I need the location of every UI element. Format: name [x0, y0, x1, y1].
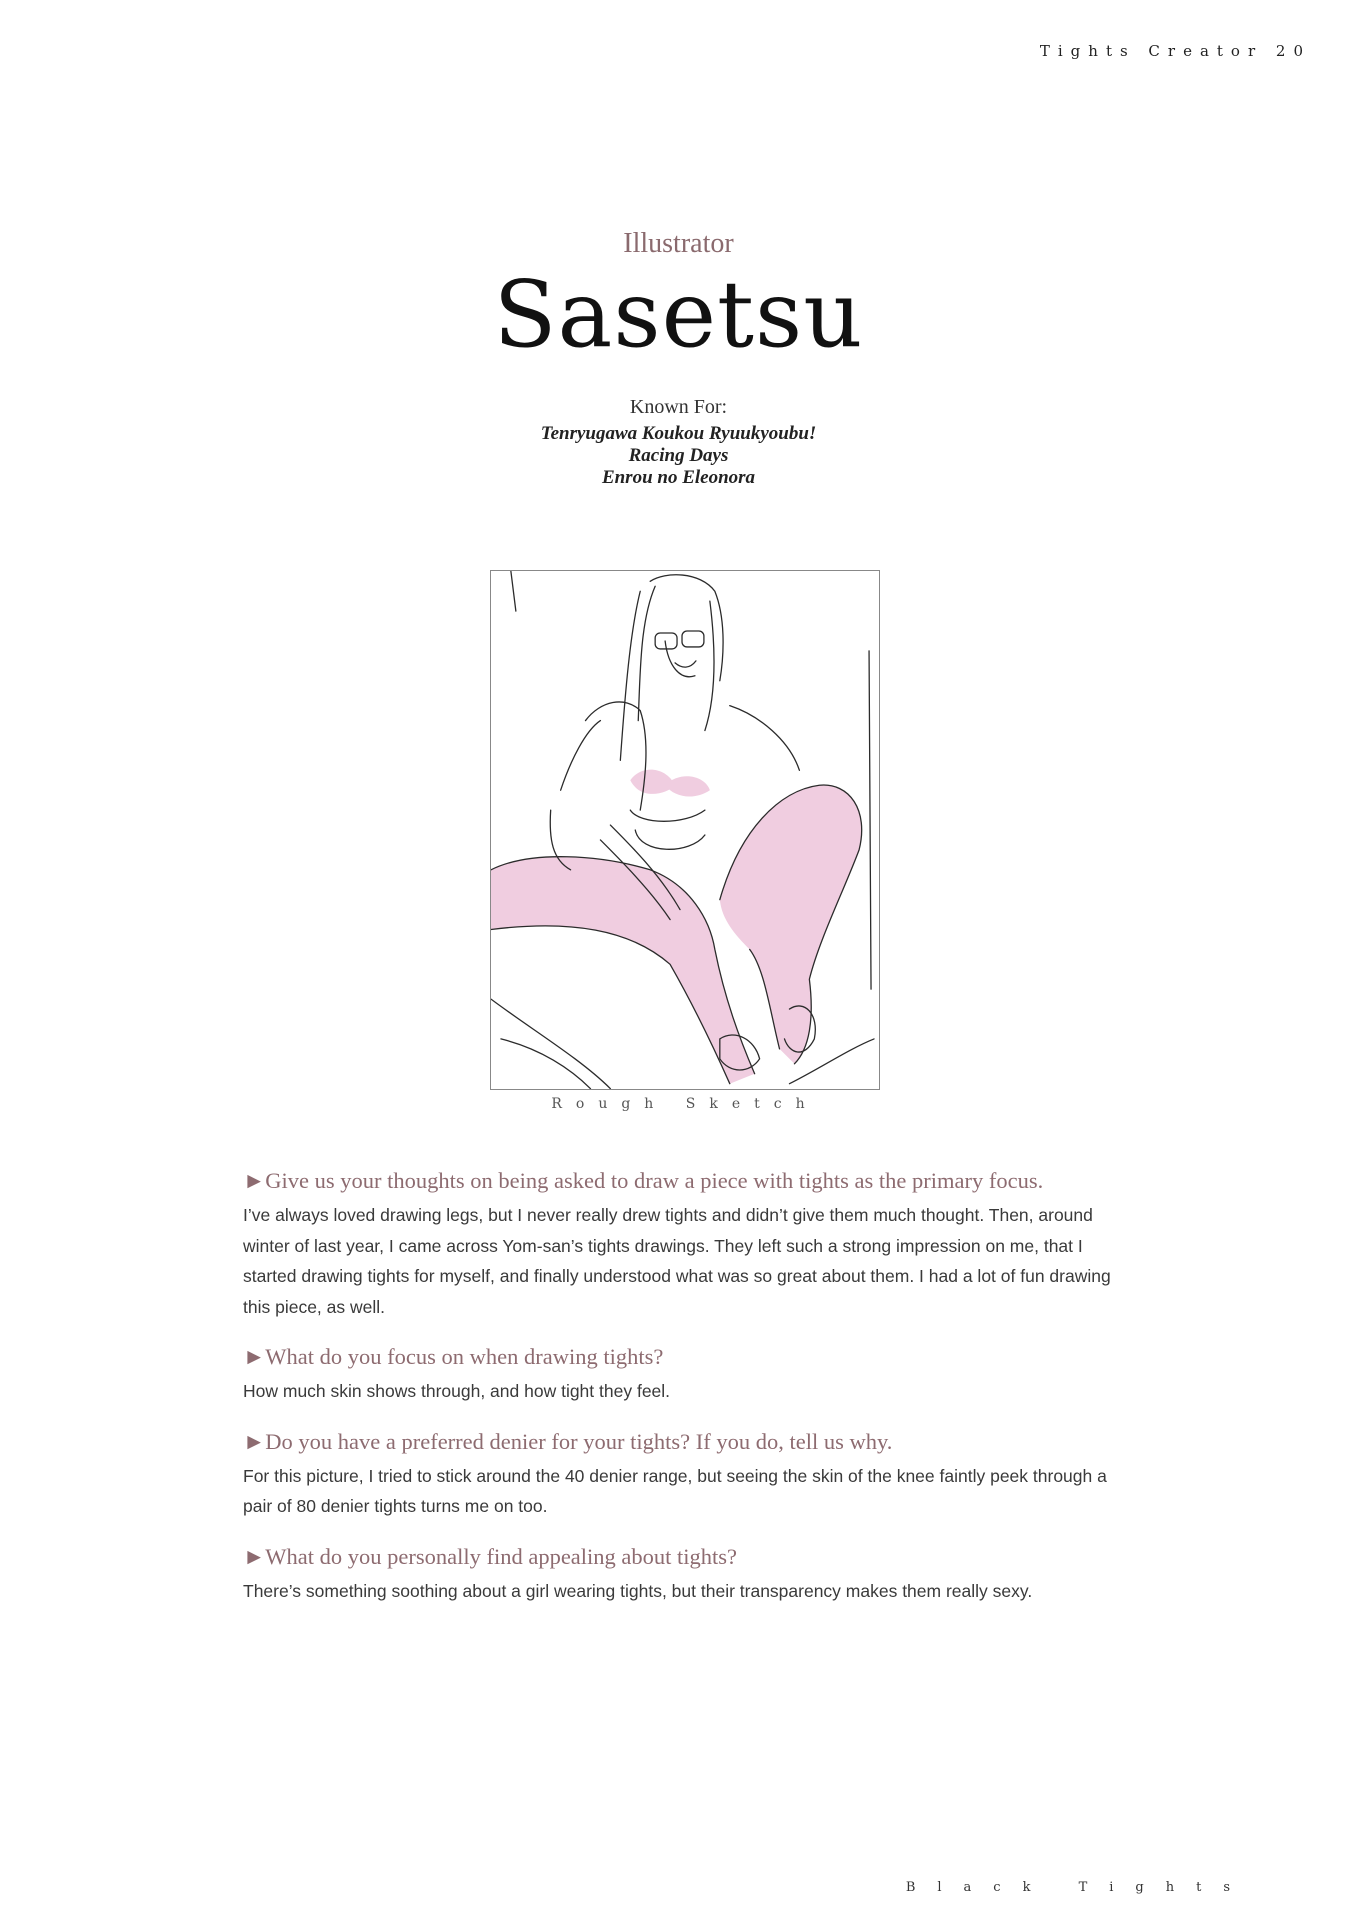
- question-3: ►Do you have a preferred denier for your tights? If you do, tell us why.: [243, 1428, 893, 1454]
- work-title: Racing Days: [628, 445, 729, 466]
- question-4: ►What do you personally find appealing about tights?: [243, 1543, 738, 1569]
- sketch-caption: Rough Sketch: [551, 1096, 819, 1112]
- answer-2: How much skin shows through, and how tight they feel.: [243, 1381, 671, 1401]
- artist-name: Sasetsu: [493, 261, 864, 368]
- known-for-label: Known For:: [629, 396, 728, 418]
- role-label: Illustrator: [623, 228, 734, 259]
- header-block: [0, 228, 1357, 489]
- question-2: ►What do you focus on when drawing tights?: [243, 1344, 664, 1369]
- answer-1: I’ve always loved drawing legs, but I never really drew tights and didn’t give them much thought. Then, around winter of last year, I came across Yom-san’s tights drawings. They left such a strong impression on me, that I started drawing tights for myself, and finally understood what was so great about them. I had a lot of fun drawing this piece, as well.: [243, 1205, 1111, 1317]
- answer-4: There’s something soothing about a girl wearing tights, but their transparency makes them really sexy.: [243, 1580, 1033, 1601]
- rough-sketch-illustration: [490, 570, 880, 1090]
- question-1: ►Give us your thoughts on being asked to draw a piece with tights as the primary focus.: [243, 1168, 1044, 1193]
- works-list: [0, 423, 1357, 489]
- running-head: Tights Creator 20: [1039, 42, 1311, 60]
- running-foot: Black Tights: [905, 1880, 1252, 1895]
- interview-section: [243, 1166, 1128, 1626]
- work-title: Tenryugawa Koukou Ryuukyoubu!: [540, 423, 817, 444]
- sketch-drawing: [491, 571, 879, 1089]
- work-title: Enrou no Eleonora: [601, 467, 756, 488]
- answer-3: For this picture, I tried to stick around the 40 denier range, but seeing the skin of the knee faintly peek through a pair of 80 denier tights turns me on too.: [243, 1465, 1107, 1516]
